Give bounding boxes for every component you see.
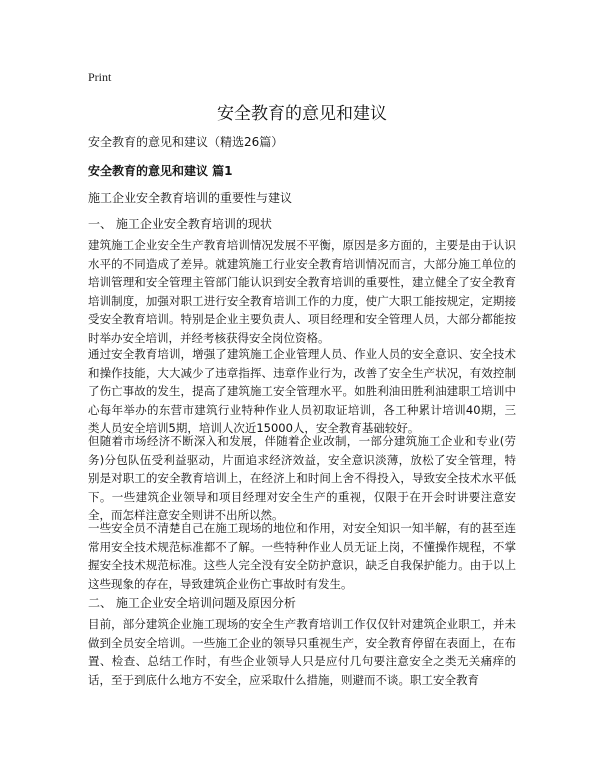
page-title: 安全教育的意见和建议 [217,104,387,124]
section-heading-1: 一、 施工企业安全教育培训的现状 [88,217,272,231]
subtitle: 安全教育的意见和建议（精选26篇） [88,135,284,149]
paragraph: 通过安全教育培训，增强了建筑施工企业管理人员、作业人员的安全意识、安全技术和操作技能，大大减少了违章指挥、违章作业行为，改善了安全生产状况，有效控制了伤亡事故的发生，提高了建筑施工安全管理水平。如胜利油田胜利油建职工培训中心每年举办的东营市建筑行业特种作业人员初取证培训，各工种累计培训40期，三类人员安全培训5期，培训人次近15000人，安全教育基础较好。 [88,347,516,435]
paragraph: 一些安全员不清楚自己在施工现场的地位和作用，对安全知识一知半解，有的甚至连常用安全技术规范标准都不了解。一些特种作业人员无证上岗，不懂操作规程，不掌握安全技术规范标准。这些人完全没有安全防护意识，缺乏自我保护能力。由于以上这些现象的存在，导致建筑企业伤亡事故时有发生。 [88,521,516,591]
paragraph: 目前，部分建筑企业施工现场的安全生产教育培训工作仅仅针对建筑企业职工，并未做到全员安全培训。一些施工企业的领导只重视生产，安全教育停留在表面上，在布置、检查、总结工作时，有些企业领导人只是应付几句要注意安全之类无关痛痒的话，至于到底什么地方不安全，应采取什么措施，则避而不谈。职工安全教育 [88,617,516,687]
section-heading-2: 二、 施工企业安全培训问题及原因分析 [88,596,296,610]
article-heading: 安全教育的意见和建议 篇1 [88,164,233,178]
paragraph: 建筑施工企业安全生产教育培训情况发展不平衡，原因是多方面的，主要是由于认识水平的不同造成了差异。就建筑施工行业安全教育培训情况而言，大部分施工单位的培训管理和安全管理主管部门能认识到安全教育培训的重要性，建立健全了安全教育培训制度，加强对职工进行安全教育培训工作的力度，使广大职工能按规定，定期接受安全教育培训。特别是企业主要负责人、项目经理和安全管理人员，大部分都能按时举办安全培训，并经考核获得安全岗位资格。 [88,238,516,345]
print-link[interactable]: Print [88,70,112,84]
paragraph: 但随着市场经济不断深入和发展，伴随着企业改制，一部分建筑施工企业和专业(劳务)分包队伍受利益驱动，片面追求经济效益，安全意识淡薄，放松了安全管理，特别是对职工的安全教育培训上，在经济上和时间上舍不得投入，导致安全技术水平低下。一些建筑企业领导和项目经理对安全生产的重视，仅限于在开会时讲要注意安全，而怎样注意安全则讲不出所以然。 [88,434,516,522]
lead-line: 施工企业安全教育培训的重要性与建议 [88,191,293,205]
